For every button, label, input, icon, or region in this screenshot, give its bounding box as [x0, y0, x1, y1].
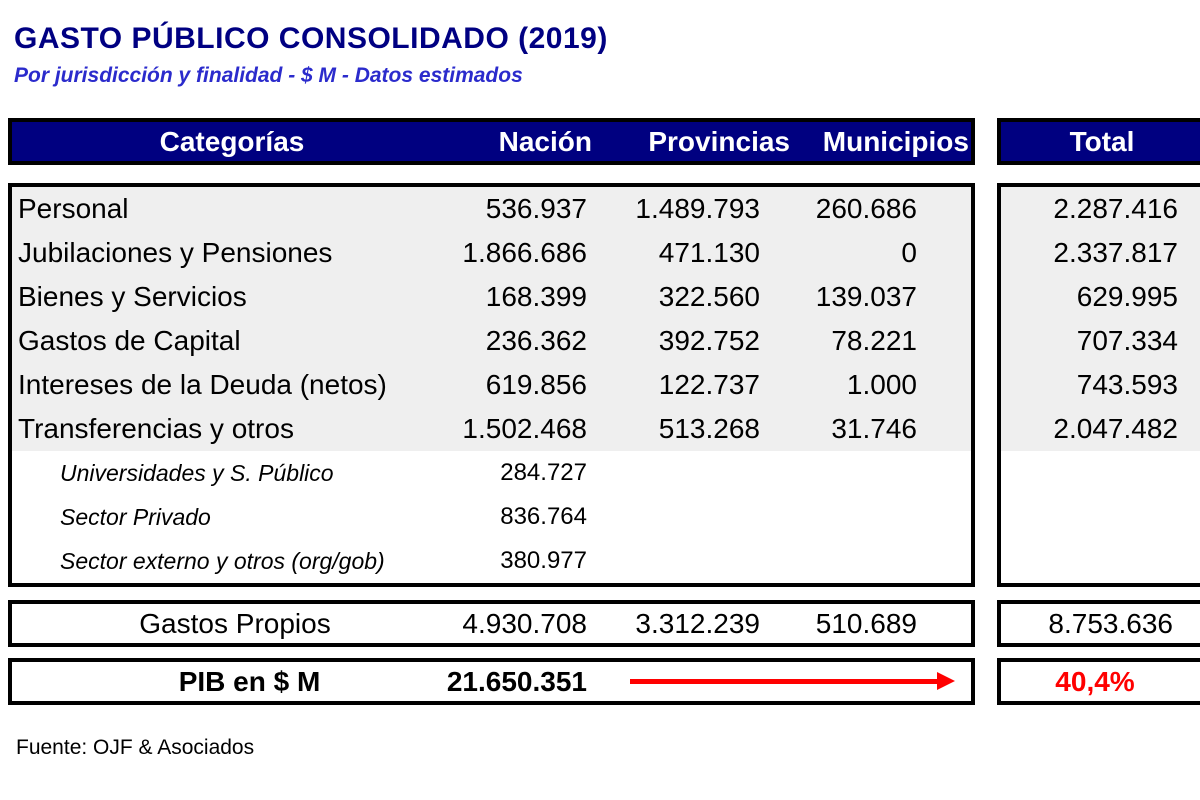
cell-total: 629.995 — [1001, 275, 1200, 319]
cell-municipios: 31.746 — [831, 413, 917, 444]
cell-total: 2.337.817 — [1001, 231, 1200, 275]
pib-percent-of-gdp: 40,4% — [997, 658, 1200, 705]
cell-municipios: 139.037 — [815, 281, 917, 312]
table-subrow — [12, 539, 971, 583]
row-label: Intereses de la Deuda (netos) — [18, 369, 387, 400]
header-municipios: Municipios — [822, 126, 969, 157]
table-subrow — [12, 495, 971, 539]
cell-provincias: 322.560 — [658, 281, 760, 312]
cell-nacion: 536.937 — [485, 193, 587, 224]
cell-provincias: 3.312.239 — [635, 608, 760, 639]
table-subrow — [12, 451, 971, 495]
header-total: Total — [997, 118, 1200, 165]
cell-municipios: 78.221 — [831, 325, 917, 356]
cell-nacion: 168.399 — [485, 281, 587, 312]
gastos-propios-total: 8.753.636 — [997, 600, 1200, 647]
table-row — [12, 187, 971, 231]
cell-total: 2.047.482 — [1001, 407, 1200, 451]
cell-provincias: 471.130 — [658, 237, 760, 268]
pib-label: PIB en $ M — [178, 666, 321, 697]
cell-municipios: 510.689 — [815, 608, 917, 639]
cell-nacion: 4.930.708 — [462, 608, 587, 639]
row-label: Bienes y Servicios — [18, 281, 247, 312]
table-row — [12, 319, 971, 363]
cell-nacion: 284.727 — [500, 459, 587, 486]
cell-nacion: 619.856 — [485, 369, 587, 400]
header-nacion: Nación — [498, 126, 592, 157]
subrow-label: Sector externo y otros (org/gob) — [60, 548, 385, 574]
cell-provincias: 122.737 — [658, 369, 760, 400]
page-subtitle: Por jurisdicción y finalidad - $ M - Datos estimados — [14, 64, 523, 87]
cell-municipios: 260.686 — [815, 193, 917, 224]
cell-provincias: 1.489.793 — [635, 193, 760, 224]
red-arrow-line — [630, 679, 937, 684]
row-label: Transferencias y otros — [18, 413, 294, 444]
table-body — [8, 183, 975, 587]
cell-municipios: 1.000 — [846, 369, 917, 400]
row-label: Gastos de Capital — [18, 325, 241, 356]
table-row — [12, 407, 971, 451]
header-categorias: Categorías — [159, 126, 305, 157]
red-arrow-head-icon — [937, 672, 955, 690]
cell-total: 743.593 — [1001, 363, 1200, 407]
table-row — [12, 363, 971, 407]
pib-row — [8, 658, 975, 705]
cell-total: 2.287.416 — [1001, 187, 1200, 231]
gastos-propios-label: Gastos Propios — [139, 608, 331, 639]
cell-nacion: 236.362 — [485, 325, 587, 356]
cell-provincias: 513.268 — [658, 413, 760, 444]
table-row — [12, 275, 971, 319]
total-column-body — [997, 183, 1200, 587]
cell-municipios: 0 — [901, 237, 917, 268]
row-label: Personal — [18, 193, 129, 224]
source-note: Fuente: OJF & Asociados — [16, 736, 255, 759]
gastos-propios-row — [8, 600, 975, 647]
page-title: GASTO PÚBLICO CONSOLIDADO (2019) — [14, 22, 608, 55]
header-provincias: Provincias — [648, 126, 790, 157]
subrow-label: Sector Privado — [60, 504, 211, 530]
row-label: Jubilaciones y Pensiones — [18, 237, 333, 268]
subrow-label: Universidades y S. Público — [60, 460, 334, 486]
cell-total: 707.334 — [1001, 319, 1200, 363]
cell-nacion: 1.502.468 — [462, 413, 587, 444]
cell-provincias: 392.752 — [658, 325, 760, 356]
cell-nacion: 1.866.686 — [462, 237, 587, 268]
cell-nacion: 836.764 — [500, 503, 587, 530]
pib-value: 21.650.351 — [446, 666, 587, 697]
table-header-row — [8, 118, 975, 165]
cell-nacion: 380.977 — [500, 547, 587, 574]
table-row — [12, 231, 971, 275]
